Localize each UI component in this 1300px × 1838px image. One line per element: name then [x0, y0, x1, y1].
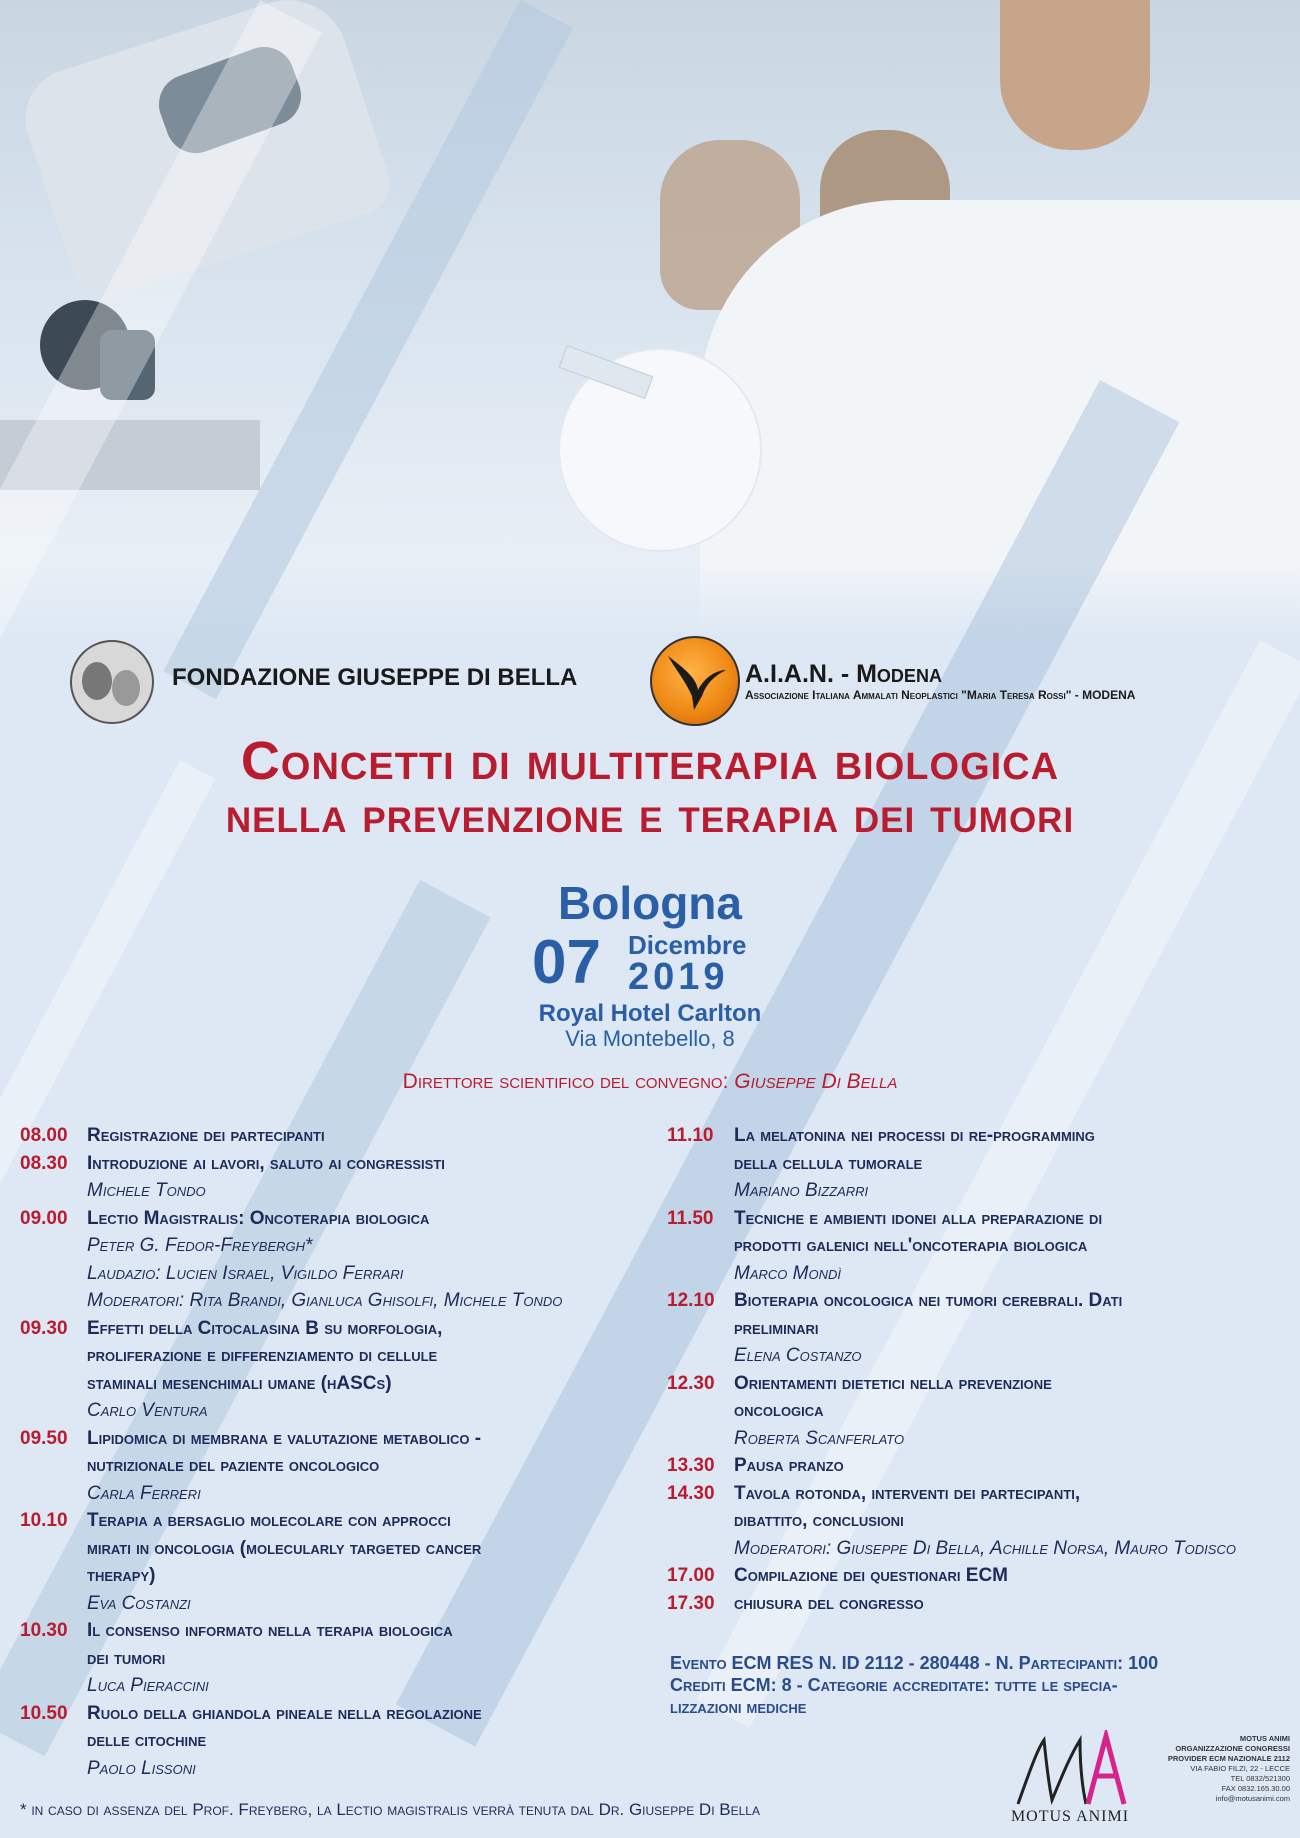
gloved-hand	[560, 350, 760, 550]
provider-info-line: ORGANIZZAZIONE CONGRESSI	[1175, 1744, 1290, 1753]
provider-info-line: FAX 0832.165.30.00	[1221, 1784, 1290, 1793]
program-time: 14.30	[667, 1482, 715, 1504]
footnote: * in caso di assenza del Prof. Freyberg, la Lectio magistralis verrà tenuta dal Dr. Giuseppe Di Bella	[20, 1800, 760, 1819]
director-name: Giuseppe Di Bella	[734, 1070, 898, 1093]
program-time: 10.30	[20, 1620, 68, 1641]
event-city: Bologna	[558, 877, 742, 929]
ecm-info	[670, 1652, 1290, 1718]
provider-info-line: info@motusanimi.com	[1215, 1794, 1290, 1803]
program-title: oncologica	[734, 1400, 824, 1421]
ecm-line: Crediti ECM: 8 - Categorie accreditate: tutte le specia-	[670, 1675, 1118, 1695]
program-item	[20, 1507, 650, 1617]
program-item	[20, 1205, 650, 1315]
aian-swallow-logo	[650, 636, 740, 726]
program-speaker: Paolo Lissoni	[87, 1757, 196, 1779]
program-speaker: Moderatori: Giuseppe Di Bella, Achille Norsa, Mauro Todisco	[734, 1537, 1236, 1559]
program-time: 08.00	[20, 1125, 68, 1146]
program-speaker: Eva Costanzi	[87, 1592, 191, 1614]
program-item	[20, 1315, 650, 1425]
program-item	[20, 1617, 650, 1700]
program-title: Tecniche e ambienti idonei alla preparazione di	[734, 1207, 1103, 1229]
researcher-3	[1000, 0, 1150, 150]
program-title: therapy)	[87, 1565, 156, 1586]
program-title: Terapia a bersaglio molecolare con approcci	[87, 1510, 451, 1531]
fondazione-logo	[70, 640, 154, 724]
program-title: preliminari	[734, 1317, 819, 1339]
provider-info-line: VIA FABIO FILZI, 22 - LECCE	[1190, 1764, 1290, 1773]
program-title: Lipidomica di membrana e valutazione metabolico -	[87, 1427, 482, 1449]
program-speaker: Carla Ferreri	[87, 1482, 201, 1504]
program-title: staminali mesenchimali umane (hASCs)	[87, 1372, 392, 1394]
program-time: 11.50	[667, 1207, 714, 1229]
program-title: Pausa pranzo	[734, 1455, 844, 1476]
program-item	[20, 1425, 650, 1508]
program-time: 10.50	[20, 1702, 68, 1724]
program-time: 09.50	[20, 1427, 68, 1449]
ecm-line: lizzazioni mediche	[670, 1697, 807, 1717]
program-item	[20, 1700, 650, 1783]
program-title: chiusura del congresso	[734, 1592, 924, 1614]
scientific-director	[0, 1070, 1300, 1094]
provider-info-line: PROVIDER ECM NAZIONALE 2112	[1167, 1754, 1290, 1763]
program-title: proliferazione e differenziamento di cellule	[87, 1345, 438, 1366]
program-item	[667, 1590, 1292, 1618]
program-title: della cellula tumorale	[734, 1152, 923, 1174]
program-title: Ruolo della ghiandola pineale nella regolazione	[87, 1702, 482, 1724]
organizer-left: FONDAZIONE GIUSEPPE DI BELLA	[172, 664, 578, 691]
program-speaker: Michele Tondo	[87, 1180, 206, 1201]
event-address: Via Montebello, 8	[565, 1026, 735, 1051]
program-title: dibattito, conclusioni	[734, 1510, 904, 1531]
program-item	[667, 1122, 1292, 1205]
program-time: 09.30	[20, 1317, 68, 1339]
event-year: 2019	[628, 956, 729, 998]
program-title: Registrazione dei partecipanti	[87, 1125, 325, 1146]
program-title: Bioterapia oncologica nei tumori cerebrali. Dati	[734, 1290, 1123, 1311]
program-time: 12.30	[667, 1372, 715, 1394]
program-speaker: Mariano Bizzarri	[734, 1180, 869, 1201]
program-title: Lectio Magistralis: Oncoterapia biologica	[87, 1207, 430, 1229]
program-title: Orientamenti dietetici nella prevenzione	[734, 1372, 1052, 1394]
organizer-right: A.I.A.N. - Modena	[745, 660, 942, 688]
program-speaker: Luca Pieraccini	[87, 1675, 209, 1696]
program-title: Effetti della Citocalasina B su morfologia,	[87, 1317, 443, 1339]
program-title: Compilazione dei questionari ECM	[734, 1565, 1009, 1586]
program-time: 12.10	[667, 1290, 715, 1311]
event-month: Dicembre	[628, 930, 747, 960]
program-title: Il consenso informato nella terapia biologica	[87, 1620, 453, 1641]
program-column-right	[667, 1122, 1292, 1617]
program-item	[667, 1452, 1292, 1480]
organizer-right-subtitle: Associazione Italiana Ammalati Neoplastici "Maria Teresa Rossi" - MODENA	[745, 688, 1136, 702]
program-speaker: Marco Mondì	[734, 1262, 841, 1284]
program-item	[20, 1150, 650, 1205]
program-title: La melatonina nei processi di re-programming	[734, 1125, 1095, 1146]
program-item	[667, 1370, 1292, 1453]
program-time: 10.10	[20, 1510, 68, 1531]
provider-info	[1140, 1734, 1290, 1804]
program-item	[20, 1122, 650, 1150]
provider-info-line: MOTUS ANIMI	[1239, 1734, 1290, 1743]
program-item	[667, 1287, 1292, 1370]
event-title-line1: Concetti di multiterapia biologica	[240, 731, 1060, 791]
ecm-line: Evento ECM RES N. ID 2112 - 280448 - N. Partecipanti: 100	[670, 1653, 1159, 1673]
program-speaker: Elena Costanzo	[734, 1345, 862, 1366]
program-title: Tavola rotonda, interventi dei partecipanti,	[734, 1482, 1081, 1504]
program-time: 17.30	[667, 1592, 715, 1614]
program-title: prodotti galenici nell'oncoterapia biologica	[734, 1235, 1088, 1256]
program-time: 08.30	[20, 1152, 68, 1174]
director-label: Direttore scientifico del convegno:	[402, 1070, 729, 1093]
event-title-line2: nella prevenzione e terapia dei tumori	[225, 787, 1075, 843]
program-speaker: Carlo Ventura	[87, 1400, 208, 1421]
motus-animi-logo	[1010, 1730, 1130, 1810]
program-time: 11.10	[667, 1125, 714, 1146]
program-item	[667, 1562, 1292, 1590]
program-time: 17.00	[667, 1565, 715, 1586]
program-speaker: Laudazio: Lucien Israel, Vigildo Ferrari	[87, 1262, 404, 1284]
program-speaker: Roberta Scanferlato	[734, 1427, 905, 1449]
program-item	[667, 1205, 1292, 1288]
program-item	[667, 1480, 1292, 1563]
event-hotel: Royal Hotel Carlton	[538, 1000, 762, 1027]
program-column-left	[20, 1122, 650, 1782]
provider-info-line: TEL 0832/521300	[1230, 1774, 1290, 1783]
provider-name: MOTUS ANIMI	[1010, 1808, 1130, 1825]
program-time: 09.00	[20, 1207, 68, 1229]
program-speaker: Peter G. Fedor-Freybergh*	[87, 1235, 313, 1256]
program-time: 13.30	[667, 1455, 715, 1476]
program-title: dei tumori	[87, 1647, 166, 1669]
program-speaker: Moderatori: Rita Brandi, Gianluca Ghisolfi, Michele Tondo	[87, 1290, 563, 1311]
program-title: Introduzione ai lavori, saluto ai congressisti	[87, 1152, 445, 1174]
program-title: mirati in oncologia (molecularly targeted cancer	[87, 1537, 482, 1559]
program-title: delle citochine	[87, 1730, 207, 1751]
program-title: nutrizionale del paziente oncologico	[87, 1455, 380, 1476]
event-day: 07	[532, 928, 601, 997]
